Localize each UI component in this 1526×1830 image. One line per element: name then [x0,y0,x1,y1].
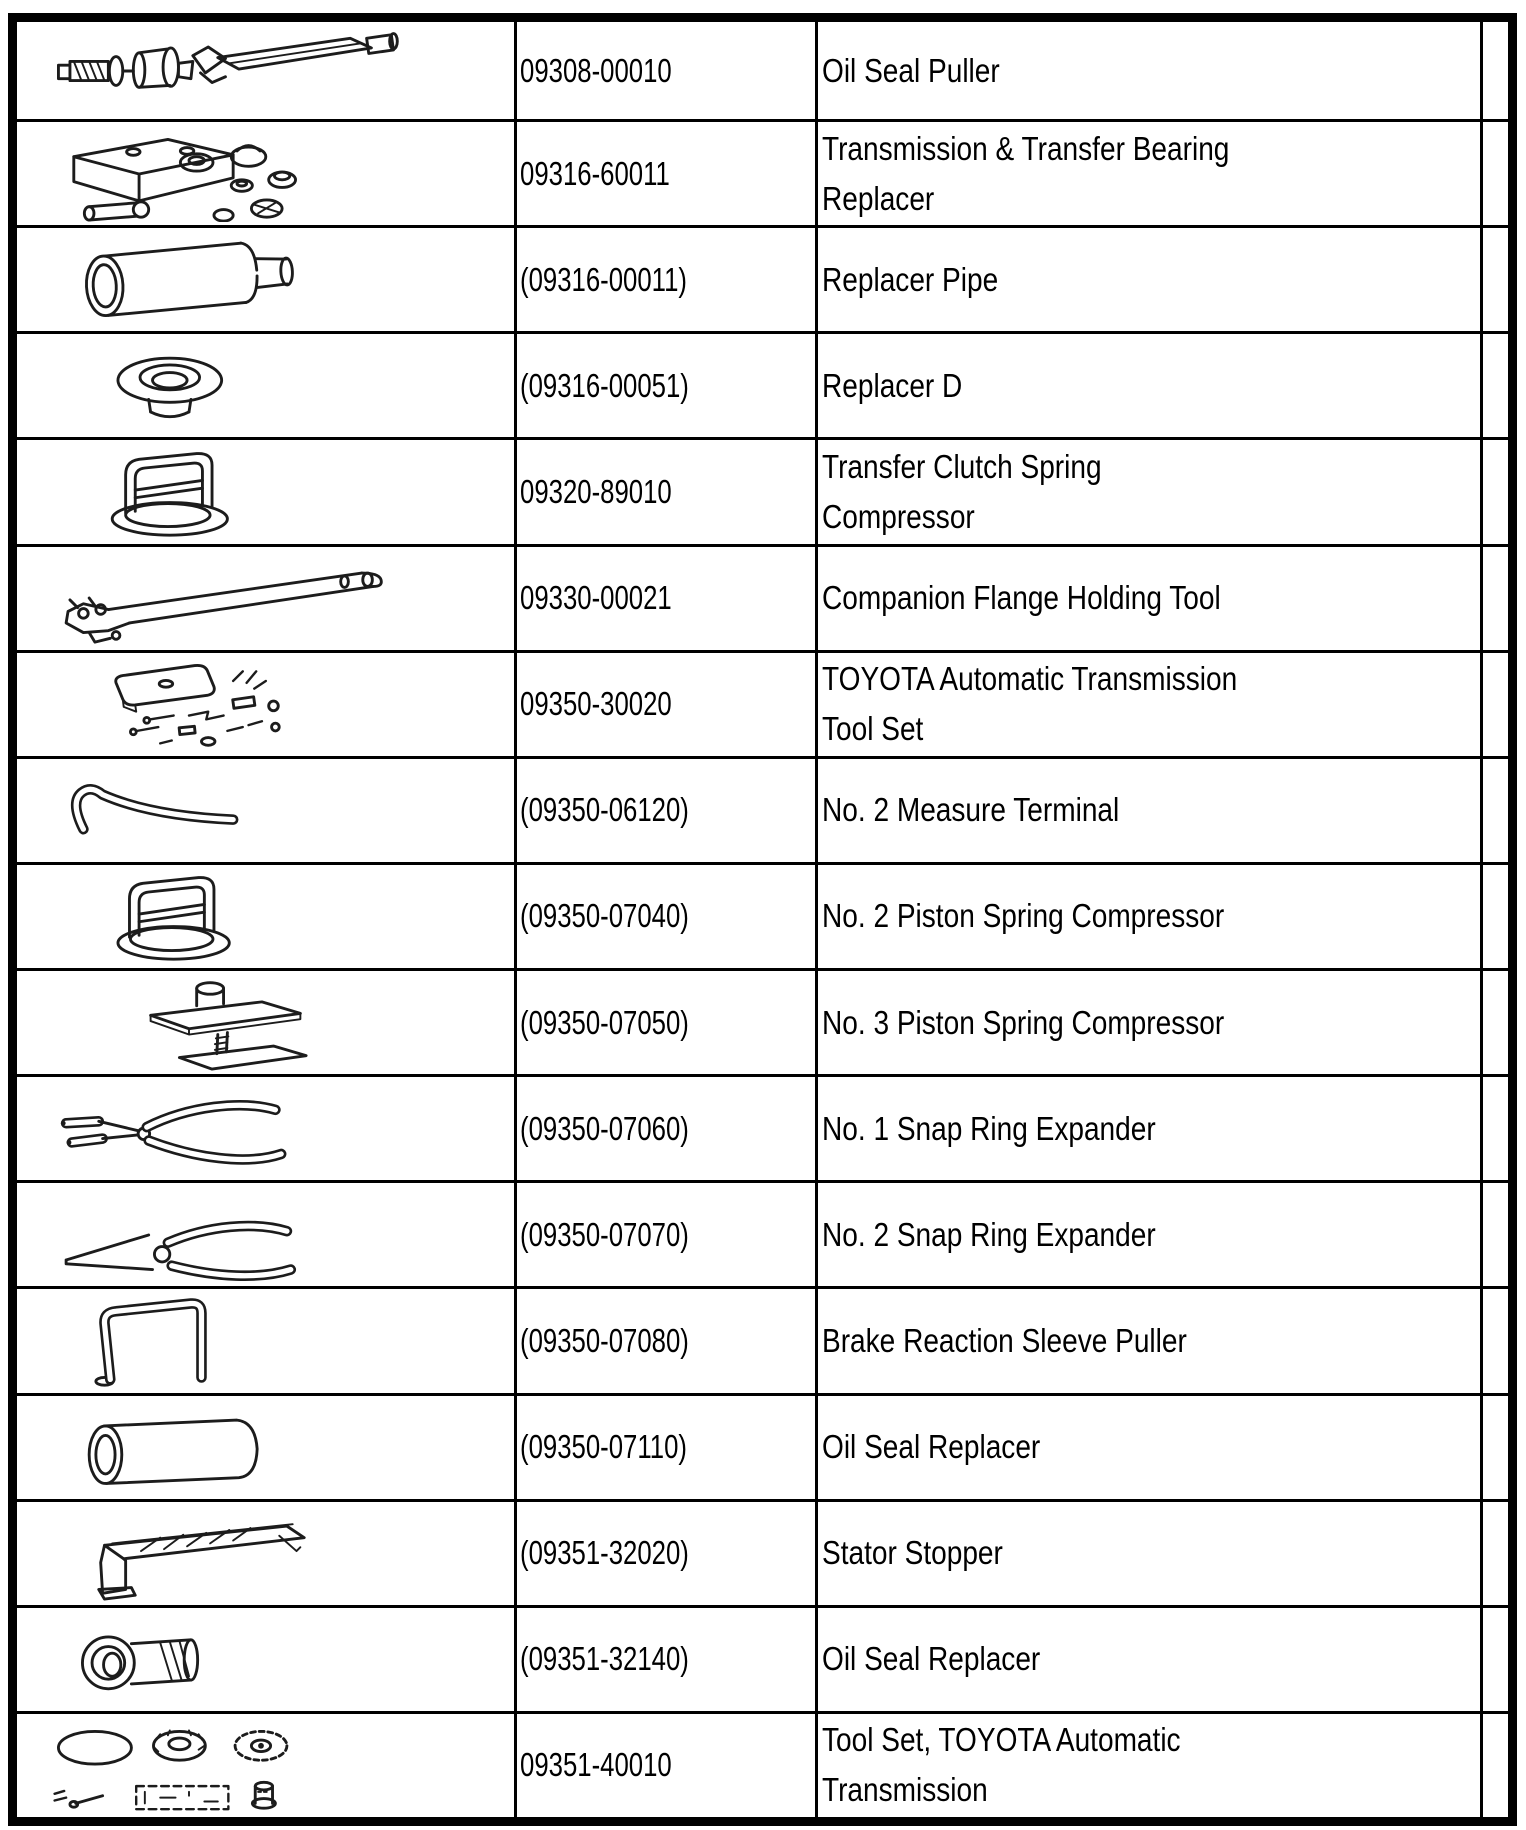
tool-name-cell [815,1180,1480,1286]
part-number-cell [514,1711,815,1817]
measure-terminal-icon [45,762,477,858]
tool-illustration-cell [17,650,514,756]
tool-illustration-cell [17,1286,514,1392]
part-number: 09316-60011 [520,154,670,192]
snap-ring-expander-1-icon [45,1081,477,1177]
tool-name-line: Oil Seal Replacer [822,1428,1041,1466]
part-number: 09320-89010 [520,472,672,510]
piston-spring-compressor-3-icon [45,975,477,1071]
tool-name-cell [815,650,1480,756]
part-number-cell [514,1286,815,1392]
part-number: 09330-00021 [520,579,672,617]
sst-tool-table [8,13,1517,1826]
tool-name-line: Brake Reaction Sleeve Puller [822,1321,1187,1359]
part-number-cell [514,650,815,756]
remarks-cell [1480,119,1508,225]
tool-name-line: TOYOTA Automatic Transmission [822,660,1238,698]
tool-illustration-cell [17,22,514,119]
part-number-cell [514,862,815,968]
part-number: (09351-32140) [520,1640,689,1678]
remarks-cell [1480,225,1508,331]
part-number: (09350-07050) [520,1003,689,1041]
part-number-cell [514,331,815,437]
tool-name-cell [815,968,1480,1074]
part-number: (09350-06120) [520,791,689,829]
oil-seal-replacer-tube-icon [45,1399,477,1495]
clutch-spring-compressor-icon [45,444,477,540]
tool-name-cell [815,22,1480,119]
tool-name-line: Stator Stopper [822,1534,1003,1572]
tool-name-cell [815,1499,1480,1605]
remarks-cell [1480,1074,1508,1180]
tool-illustration-cell [17,544,514,650]
tool-name-line: Oil Seal Puller [822,51,1000,89]
replacer-pipe-icon [45,232,477,328]
tool-illustration-cell [17,1180,514,1286]
part-number: (09316-00051) [520,366,689,404]
bearing-replacer-set-icon [45,126,477,222]
tool-name-cell [815,1605,1480,1711]
tool-name-cell [815,1711,1480,1817]
remarks-cell [1480,437,1508,543]
remarks-cell [1480,756,1508,862]
remarks-cell [1480,331,1508,437]
remarks-cell [1480,1711,1508,1817]
part-number-cell [514,22,815,119]
remarks-cell [1480,1499,1508,1605]
tool-name-cell [815,1393,1480,1499]
tool-name-cell [815,862,1480,968]
replacer-d-icon [45,338,477,434]
remarks-cell [1480,22,1508,119]
part-number-cell [514,968,815,1074]
remarks-cell [1480,1605,1508,1711]
brake-reaction-sleeve-puller-icon [45,1293,477,1389]
tool-name-line: No. 2 Snap Ring Expander [822,1215,1156,1253]
tool-name-line: Compressor [822,497,975,535]
tool-illustration-cell [17,1499,514,1605]
remarks-cell [1480,1286,1508,1392]
tool-name-cell [815,756,1480,862]
tool-name-line: No. 1 Snap Ring Expander [822,1109,1156,1147]
tool-name-line: Transmission [822,1771,988,1809]
part-number: 09350-30020 [520,685,672,723]
part-number: (09316-00011) [520,260,687,298]
tool-name-line: No. 3 Piston Spring Compressor [822,1003,1225,1041]
snap-ring-expander-2-icon [45,1187,477,1283]
tool-illustration-cell [17,862,514,968]
part-number-cell [514,1499,815,1605]
part-number: 09351-40010 [520,1746,672,1784]
oil-seal-puller-icon [45,23,477,119]
tool-name-cell [815,119,1480,225]
tool-name-line: No. 2 Measure Terminal [822,791,1120,829]
tool-name-line: Replacer D [822,366,963,404]
tool-name-line: Replacer [822,179,935,217]
tool-name-line: Transmission & Transfer Bearing [822,129,1230,167]
part-number: 09308-00010 [520,51,672,89]
tool-illustration-cell [17,756,514,862]
tool-illustration-cell [17,119,514,225]
part-number: (09350-07040) [520,897,689,935]
tool-name-line: Transfer Clutch Spring [822,447,1102,485]
part-number-cell [514,1180,815,1286]
tool-illustration-cell [17,1074,514,1180]
tool-name-cell [815,437,1480,543]
tool-name-cell [815,331,1480,437]
part-number-cell [514,225,815,331]
remarks-cell [1480,544,1508,650]
tool-name-cell [815,1074,1480,1180]
tool-name-line: Oil Seal Replacer [822,1640,1041,1678]
stator-stopper-icon [45,1505,477,1601]
part-number: (09350-07070) [520,1215,689,1253]
tool-illustration-cell [17,1605,514,1711]
tool-name-line: Replacer Pipe [822,260,999,298]
part-number-cell [514,544,815,650]
part-number-cell [514,437,815,543]
tool-name-cell [815,1286,1480,1392]
tool-name-line: Companion Flange Holding Tool [822,579,1221,617]
part-number: (09350-07110) [520,1428,687,1466]
piston-spring-compressor-2-icon [45,868,477,964]
tool-illustration-cell [17,225,514,331]
tool-name-cell [815,225,1480,331]
tool-illustration-cell [17,1711,514,1817]
part-number: (09350-07060) [520,1109,689,1147]
tool-illustration-cell [17,1393,514,1499]
tool-name-line: Tool Set, TOYOTA Automatic [822,1721,1181,1759]
part-number-cell [514,1074,815,1180]
remarks-cell [1480,1180,1508,1286]
tool-set-automatic-transmission-icon [45,1717,477,1813]
tool-name-line: No. 2 Piston Spring Compressor [822,897,1225,935]
tool-illustration-cell [17,331,514,437]
part-number-cell [514,119,815,225]
oil-seal-replacer-small-icon [45,1611,477,1707]
part-number-cell [514,1605,815,1711]
tool-name-line: Tool Set [822,710,924,748]
part-number-cell [514,1393,815,1499]
remarks-cell [1480,862,1508,968]
tool-name-cell [815,544,1480,650]
remarks-cell [1480,650,1508,756]
tool-illustration-cell [17,968,514,1074]
part-number: (09350-07080) [520,1321,689,1359]
remarks-cell [1480,968,1508,1074]
flange-holding-tool-icon [45,550,477,646]
part-number-cell [514,756,815,862]
remarks-cell [1480,1393,1508,1499]
tool-illustration-cell [17,437,514,543]
part-number: (09351-32020) [520,1534,689,1572]
atm-tool-set-icon [45,656,477,752]
